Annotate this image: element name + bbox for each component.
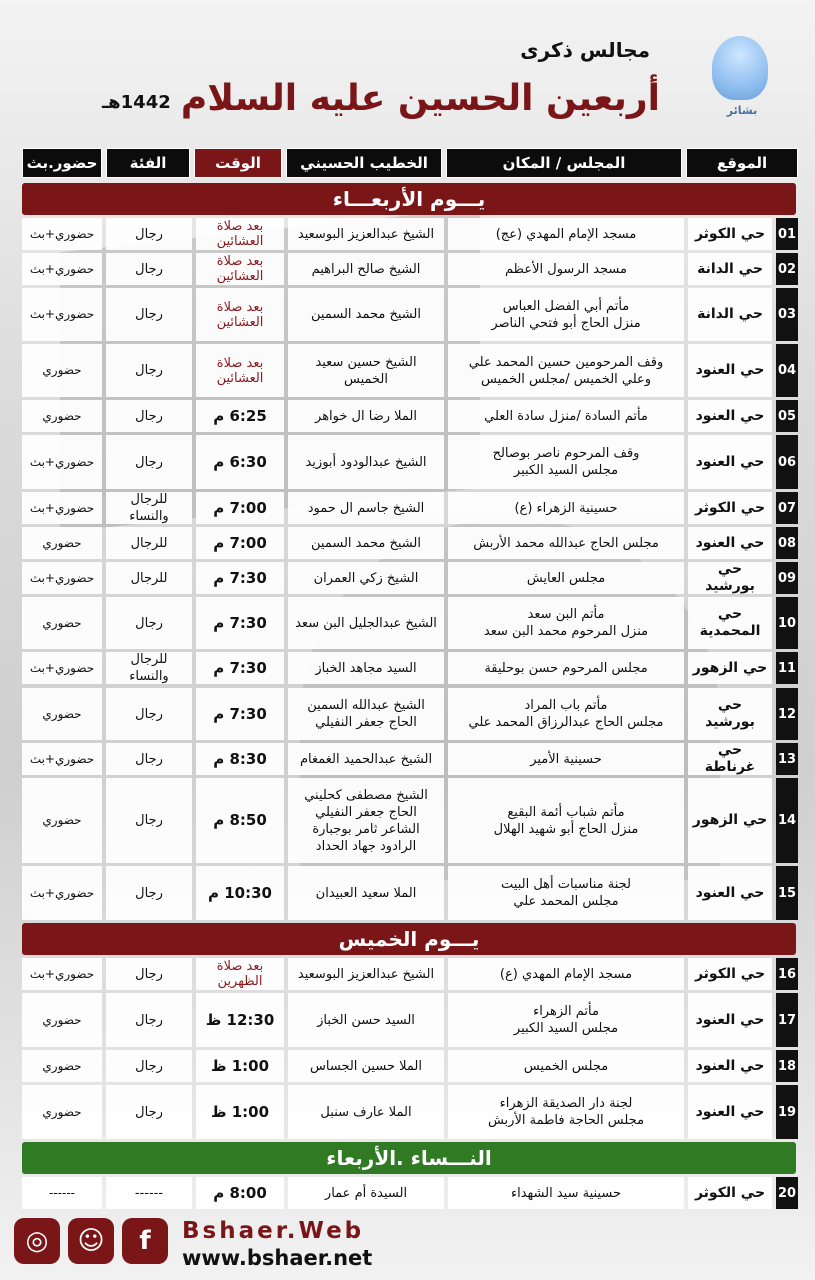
column-header-attendance: حضور.بث [22,148,102,178]
majlis-cell: وقف المرحوم ناصر بوصالح مجلس السيد الكبير [448,435,684,489]
table-row [22,743,798,775]
majlis-cell: لجنة دار الصديقة الزهراء مجلس الحاجة فاطمة الأربش [448,1085,684,1139]
facebook-icon[interactable]: f [122,1218,168,1264]
attendance-cell: حضوري+بث [22,562,102,594]
time-cell: 7:30 م [196,652,284,684]
snapchat-icon[interactable]: ☺ [68,1218,114,1264]
majlis-cell: مأتم أبي الفضل العباس منزل الحاج أبو فتحي الناصر [448,288,684,341]
khatib-cell: الملا سعيد العبيدان [288,866,444,920]
row-number: 01 [776,218,798,250]
row-number: 06 [776,435,798,489]
time-cell: بعد صلاة العشائين [196,288,284,341]
khatib-cell: الشيخ جاسم ال حمود [288,492,444,524]
social-handle[interactable]: Bshaer.Web [182,1218,365,1244]
location-cell: حي الكوثر [688,958,772,990]
column-header-time: الوقت [194,148,282,178]
row-number: 07 [776,492,798,524]
category-cell: ------ [106,1177,192,1209]
khatib-cell: الشيخ عبدالله السمين الحاج جعفر النفيلي [288,688,444,740]
category-cell: للرجال [106,562,192,594]
row-number: 05 [776,400,798,432]
attendance-cell: حضوري [22,400,102,432]
category-cell: للرجال والنساء [106,652,192,684]
time-cell: 7:30 م [196,597,284,649]
page-title: أربعين الحسين عليه السلام [180,78,660,119]
attendance-cell: حضوري [22,344,102,397]
location-cell: حي الكوثر [688,218,772,250]
location-cell: حي بورشيد [688,688,772,740]
row-number: 17 [776,993,798,1047]
majlis-cell: مسجد الإمام المهدي (عج) [448,218,684,250]
category-cell: رجال [106,435,192,489]
attendance-cell: حضوري+بث [22,652,102,684]
khatib-cell: الشيخ محمد السمين [288,527,444,559]
category-cell: رجال [106,743,192,775]
majlis-cell: مجلس المرحوم حسن بوحليقة [448,652,684,684]
time-cell: 7:30 م [196,562,284,594]
table-row [22,400,798,432]
row-number: 11 [776,652,798,684]
row-number: 18 [776,1050,798,1082]
table-row [22,344,798,397]
category-cell: رجال [106,1085,192,1139]
khatib-cell: الملا رضا ال خواهر [288,400,444,432]
time-cell: 8:50 م [196,778,284,863]
khatib-cell: السيد حسن الخباز [288,993,444,1047]
location-cell: حي الزهور [688,778,772,863]
majlis-cell: وقف المرحومين حسين المحمد علي وعلي الخميس /مجلس الخميس [448,344,684,397]
row-number: 10 [776,597,798,649]
time-cell: 8:00 م [196,1177,284,1209]
row-number: 12 [776,688,798,740]
location-cell: حي العنود [688,400,772,432]
location-cell: حي العنود [688,527,772,559]
time-cell: 1:00 ظ [196,1085,284,1139]
location-cell: حي العنود [688,1050,772,1082]
sub-title: مجالس ذكرى [520,38,650,62]
category-cell: رجال [106,218,192,250]
khatib-cell: الشيخ مصطفى كحليني الحاج جعفر النفيلي الشاعر ثامر بوجبارة الرادود جهاد الحداد [288,778,444,863]
location-cell: حي المحمدية [688,597,772,649]
row-number: 04 [776,344,798,397]
attendance-cell: حضوري+بث [22,253,102,285]
khatib-cell: الشيخ حسين سعيد الخميس [288,344,444,397]
section-wednesday: يـــوم الأربعـــاء [22,183,796,215]
row-number: 19 [776,1085,798,1139]
website-link[interactable]: www.bshaer.net [182,1246,373,1270]
row-number: 16 [776,958,798,990]
majlis-cell: حسينية سيد الشهداء [448,1177,684,1209]
majlis-cell: مأتم البن سعد منزل المرحوم محمد البن سعد [448,597,684,649]
time-cell: 8:30 م [196,743,284,775]
majlis-cell: مأتم الزهراء مجلس السيد الكبير [448,993,684,1047]
khatib-cell: الملا حسين الجساس [288,1050,444,1082]
attendance-cell: حضوري [22,688,102,740]
attendance-cell: حضوري [22,597,102,649]
footer [0,1210,815,1280]
year-label: 1442هـ [102,92,171,113]
category-cell: رجال [106,1050,192,1082]
location-cell: حي العنود [688,866,772,920]
table-row [22,652,798,684]
row-number: 14 [776,778,798,863]
khatib-cell: الشيخ صالح البراهيم [288,253,444,285]
category-cell: رجال [106,597,192,649]
majlis-cell: مجلس الخميس [448,1050,684,1082]
instagram-icon[interactable]: ◎ [14,1218,60,1264]
table-row [22,1085,798,1139]
majlis-cell: مسجد الإمام المهدي (ع) [448,958,684,990]
time-cell: 12:30 ظ [196,993,284,1047]
table-row [22,688,798,740]
table-row [22,218,798,250]
row-number: 08 [776,527,798,559]
time-cell: 7:00 م [196,492,284,524]
location-cell: حي العنود [688,344,772,397]
khatib-cell: الشيخ عبدالعزيز البوسعيد [288,958,444,990]
location-cell: حي الكوثر [688,492,772,524]
khatib-cell: الملا عارف سنبل [288,1085,444,1139]
table-row [22,288,798,341]
location-cell: حي الدانة [688,288,772,341]
row-number: 13 [776,743,798,775]
row-number: 09 [776,562,798,594]
time-cell: 1:00 ظ [196,1050,284,1082]
category-cell: رجال [106,958,192,990]
section-thursday: يـــوم الخميس [22,923,796,955]
time-cell: بعد صلاة العشائين [196,344,284,397]
attendance-cell: حضوري+بث [22,866,102,920]
khatib-cell: السيد مجاهد الخباز [288,652,444,684]
logo-icon [712,36,768,100]
majlis-cell: مجلس العايش [448,562,684,594]
attendance-cell: حضوري+بث [22,958,102,990]
column-header-majlis: المجلس / المكان [446,148,682,178]
majlis-cell: لجنة مناسبات أهل البيت مجلس المحمد علي [448,866,684,920]
attendance-cell: حضوري [22,1050,102,1082]
table-row [22,1177,798,1209]
category-cell: رجال [106,253,192,285]
time-cell: بعد صلاة الظهرين [196,958,284,990]
majlis-cell: مجلس الحاج عبدالله محمد الأربش [448,527,684,559]
location-cell: حي الزهور [688,652,772,684]
time-cell: 7:30 م [196,688,284,740]
location-cell: حي بورشيد [688,562,772,594]
attendance-cell: حضوري+بث [22,435,102,489]
location-cell: حي العنود [688,1085,772,1139]
khatib-cell: الشيخ عبدالعزيز البوسعيد [288,218,444,250]
time-cell: 10:30 م [196,866,284,920]
time-cell: بعد صلاة العشائين [196,253,284,285]
location-cell: حي غرناطة [688,743,772,775]
table-row [22,562,798,594]
khatib-cell: الشيخ عبدالجليل البن سعد [288,597,444,649]
khatib-cell: الشيخ زكي العمران [288,562,444,594]
category-cell: رجال [106,400,192,432]
attendance-cell: حضوري+بث [22,218,102,250]
table-row [22,253,798,285]
attendance-cell: حضوري [22,527,102,559]
row-number: 03 [776,288,798,341]
category-cell: للرجال [106,527,192,559]
location-cell: حي الكوثر [688,1177,772,1209]
time-cell: بعد صلاة العشائين [196,218,284,250]
majlis-cell: مأتم شباب أئمة البقيع منزل الحاج أبو شهيد الهلال [448,778,684,863]
header [0,0,815,140]
majlis-cell: مأتم السادة /منزل سادة العلي [448,400,684,432]
row-number: 02 [776,253,798,285]
location-cell: حي العنود [688,993,772,1047]
khatib-cell: الشيخ عبدالودود أبوزيد [288,435,444,489]
time-cell: 7:00 م [196,527,284,559]
table-row [22,1050,798,1082]
table-row [22,527,798,559]
table-row [22,958,798,990]
attendance-cell: حضوري+بث [22,492,102,524]
category-cell: للرجال والنساء [106,492,192,524]
time-cell: 6:30 م [196,435,284,489]
category-cell: رجال [106,866,192,920]
category-cell: رجال [106,993,192,1047]
attendance-cell: حضوري [22,993,102,1047]
attendance-cell: حضوري+بث [22,288,102,341]
khatib-cell: الشيخ عبدالحميد الغمغام [288,743,444,775]
table-row [22,993,798,1047]
time-cell: 6:25 م [196,400,284,432]
majlis-cell: حسينية الأمير [448,743,684,775]
column-header-location: الموقع [686,148,798,178]
attendance-cell: حضوري [22,1085,102,1139]
column-header-khatib: الخطيب الحسيني [286,148,442,178]
table-row [22,492,798,524]
location-cell: حي الدانة [688,253,772,285]
table-row [22,866,798,920]
attendance-cell: ------ [22,1177,102,1209]
column-header-category: الفئة [106,148,190,178]
logo [712,36,772,126]
category-cell: رجال [106,344,192,397]
majlis-cell: مأتم باب المراد مجلس الحاج عبدالرزاق المحمد علي [448,688,684,740]
khatib-cell: السيدة أم عمار [288,1177,444,1209]
category-cell: رجال [106,778,192,863]
logo-text: بشائر [726,104,758,117]
table-row [22,435,798,489]
attendance-cell: حضوري [22,778,102,863]
table-row [22,778,798,863]
category-cell: رجال [106,288,192,341]
majlis-cell: مسجد الرسول الأعظم [448,253,684,285]
section-women: النـــساء .الأربعاء [22,1142,796,1174]
table-row [22,597,798,649]
attendance-cell: حضوري+بث [22,743,102,775]
category-cell: رجال [106,688,192,740]
khatib-cell: الشيخ محمد السمين [288,288,444,341]
majlis-cell: حسينية الزهراء (ع) [448,492,684,524]
row-number: 20 [776,1177,798,1209]
location-cell: حي العنود [688,435,772,489]
row-number: 15 [776,866,798,920]
